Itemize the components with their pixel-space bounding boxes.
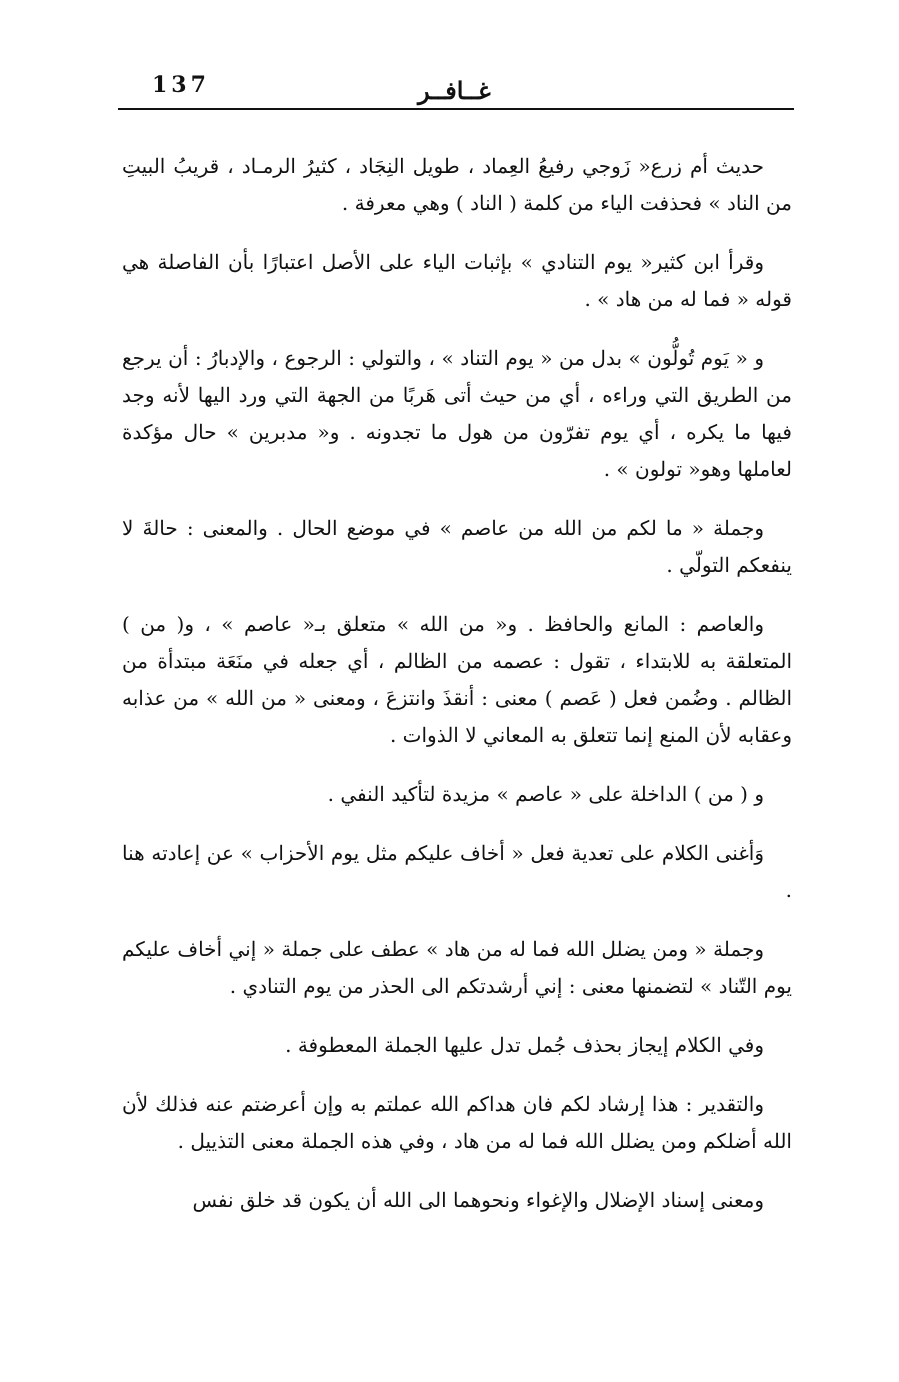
paragraph-11: ومعنى إسناد الإضلال والإغواء ونحوهما الى الله أن يكون قد خلق نفس (192, 1188, 764, 1212)
paragraph-8: وجملة « ومن يضلل الله فما له من هاد » عطف على جملة « إني أخاف عليكم يوم التّناد » لتضمنها معنى : إني أرشدتكم الى الحذر من يوم التنادي . (122, 937, 792, 998)
paragraph-10: والتقدير : هذا إرشاد لكم فان هداكم الله عملتم به وإن أعرضتم عنه فذلك لأن الله أضلكم ومن يضلل الله فما له من هاد ، وفي هذه الجملة معنى التذييل . (122, 1092, 792, 1153)
page-header (118, 72, 794, 112)
paragraph-7: وَأغنى الكلام على تعدية فعل « أخاف عليكم مثل يوم الأحزاب » عن إعادته هنا . (122, 841, 792, 902)
paragraph-2: وقرأ ابن كثير« يوم التنادي » بإثبات الياء على الأصل اعتبارًا بأن الفاصلة هي قوله « فما له من هاد » . (122, 250, 792, 311)
paragraph-9: وفي الكلام إيجاز بحذف جُمل تدل عليها الجملة المعطوفة . (285, 1033, 764, 1057)
header-rule (118, 108, 794, 110)
body-text (122, 148, 792, 1241)
paragraph-5: والعاصم : المانع والحافظ . و« من الله » متعلق بـ« عاصم » ، و( من ) المتعلقة به للابتداء ، تقول : عصمه من الظالم ، أي جعله في منَعَة مبتدأة من الظالم . وضُمن فعل ( عَصم ) معنى : أنقذَ وانتزعَ ، ومعنى « من الله » من عذابه وعقابه لأن المنع إنما تتعلق به المعاني لا الذوات . (122, 612, 792, 747)
running-title: غــافــر (418, 76, 491, 105)
page-number: 137 (152, 72, 210, 98)
paragraph-1: حديث أم زرع« زَوجي رفيعُ العِماد ، طويل النِجَاد ، كثيرُ الرمـاد ، قريبُ البيتِ من الناد » فحذفت الياء من كلمة ( الناد ) وهي معرفة . (122, 154, 792, 215)
paragraph-3: و « يَوم تُولُّون » بدل من « يوم التناد » ، والتولي : الرجوع ، والإدبارُ : أن يرجع من الطريق التي وراءه ، أي من حيث أتى هَربًا من الجهة التي ورد اليها لأنه وجد فيها ما يكره ، أي يوم تفرّون من هول ما تجدونه . و« مدبرين » حال مؤكدة لعاملها وهو« تولون » . (122, 346, 792, 481)
paragraph-6: و ( من ) الداخلة على « عاصم » مزيدة لتأكيد النفي . (327, 782, 764, 806)
paragraph-4: وجملة « ما لكم من الله من عاصم » في موضع الحال . والمعنى : حالةَ لا ينفعكم التولّي . (122, 516, 792, 577)
